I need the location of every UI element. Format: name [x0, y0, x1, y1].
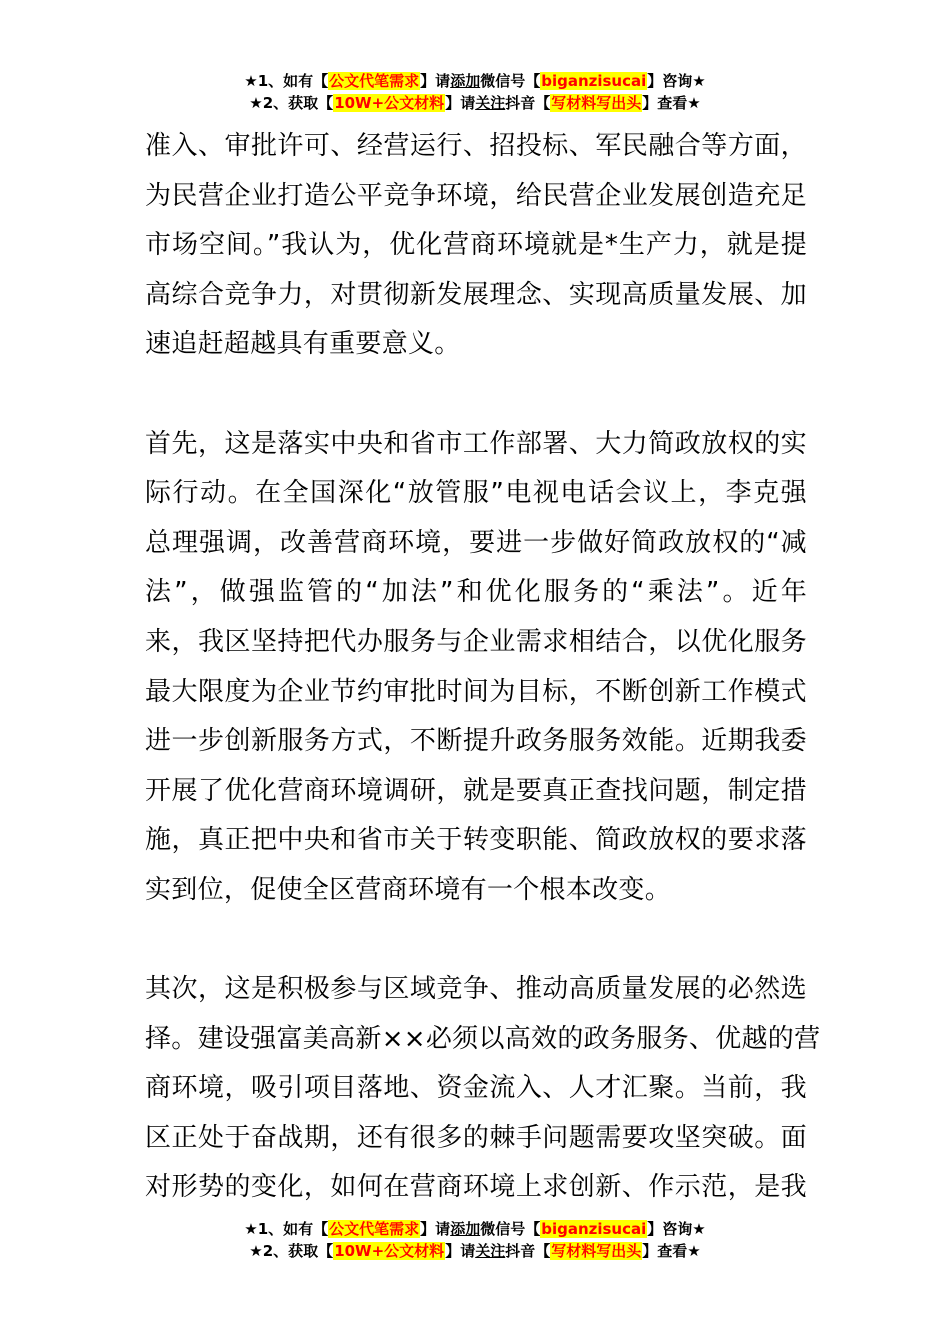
promo-text: 】咨询★	[647, 72, 706, 90]
text-line: 区正处于奋战期，还有很多的棘手问题需要攻坚突破。面	[145, 1122, 807, 1153]
promo-text: 微信号【	[480, 72, 541, 90]
paragraph-2	[145, 420, 807, 916]
promo-highlight: biganzisucai	[541, 1220, 647, 1238]
promo-text: ★1、如有【	[244, 1220, 329, 1238]
promo-underlined: 关注	[475, 94, 506, 112]
promo-text: 】查看★	[642, 94, 701, 112]
promo-line-1	[0, 70, 950, 92]
text-line: 来，我区坚持把代办服务与企业需求相结合，以优化服务	[145, 626, 807, 657]
text-line: 法”，做强监管的“加法”和优化服务的“乘法”。近年	[145, 577, 807, 608]
promo-text: 】请	[420, 1220, 451, 1238]
text-line: 际行动。在全国深化“放管服”电视电话会议上，李克强	[145, 478, 807, 509]
text-line: 速追赶超越具有重要意义。	[145, 329, 461, 360]
promo-text: ★1、如有【	[244, 72, 329, 90]
promo-highlight: 公文代笔需求	[329, 1220, 420, 1238]
text-line: 其次，这是积极参与区域竞争、推动高质量发展的必然选	[145, 974, 807, 1005]
paragraph-1	[145, 122, 807, 370]
text-line: 首先，这是落实中央和省市工作部署、大力简政放权的实	[145, 428, 807, 459]
text-line: 对形势的变化，如何在营商环境上求创新、作示范，是我	[145, 1172, 807, 1203]
promo-highlight: 写材料写出头	[551, 1242, 642, 1260]
promo-text: 抖音【	[505, 1242, 551, 1260]
promo-underlined: 关注	[475, 1242, 506, 1260]
promo-text: 】请	[420, 72, 451, 90]
promo-footer	[0, 1218, 950, 1262]
promo-line-2	[0, 92, 950, 114]
promo-underlined: 添加	[450, 72, 481, 90]
text-line: 进一步创新服务方式，不断提升政务服务效能。近期我委	[145, 726, 807, 757]
promo-highlight: 公文代笔需求	[329, 72, 420, 90]
text-line: 总理强调，改善营商环境，要进一步做好简政放权的“减	[145, 527, 807, 558]
document-body	[145, 122, 821, 1213]
promo-highlight: biganzisucai	[541, 72, 647, 90]
promo-text: 抖音【	[505, 94, 551, 112]
promo-text: 】请	[445, 94, 476, 112]
text-line: 准入、审批许可、经营运行、招投标、军民融合等方面，	[145, 131, 807, 161]
promo-line-2	[0, 1240, 950, 1262]
promo-text: 】咨询★	[647, 1220, 706, 1238]
promo-text: ★2、获取【	[249, 1242, 334, 1260]
text-line: 开展了优化营商环境调研，就是要真正查找问题，制定措	[145, 775, 807, 806]
text-line: 高综合竞争力，对贯彻新发展理念、实现高质量发展、加	[145, 279, 807, 310]
promo-highlight: 写材料写出头	[551, 94, 642, 112]
promo-text: ★2、获取【	[249, 94, 334, 112]
paragraph-3	[145, 965, 821, 1213]
promo-text: 微信号【	[480, 1220, 541, 1238]
text-line: 为民营企业打造公平竞争环境，给民营企业发展创造充足	[145, 180, 807, 211]
promo-highlight: 10W+公文材料	[334, 94, 445, 112]
text-line: 择。建设强富美高新××必须以高效的政务服务、优越的营	[145, 1023, 821, 1054]
text-line: 实到位，促使全区营商环境有一个根本改变。	[145, 874, 672, 905]
text-line: 市场空间。”我认为，优化营商环境就是*生产力，就是提	[145, 230, 807, 261]
promo-line-1	[0, 1218, 950, 1240]
promo-highlight: 10W+公文材料	[334, 1242, 445, 1260]
text-line: 施，真正把中央和省市关于转变职能、简政放权的要求落	[145, 825, 807, 856]
text-line: 商环境，吸引项目落地、资金流入、人才汇聚。当前，我	[145, 1073, 807, 1104]
promo-header	[0, 70, 950, 114]
promo-text: 】请	[445, 1242, 476, 1260]
promo-underlined: 添加	[450, 1220, 481, 1238]
promo-text: 】查看★	[642, 1242, 701, 1260]
text-line: 最大限度为企业节约审批时间为目标，不断创新工作模式	[145, 676, 807, 707]
